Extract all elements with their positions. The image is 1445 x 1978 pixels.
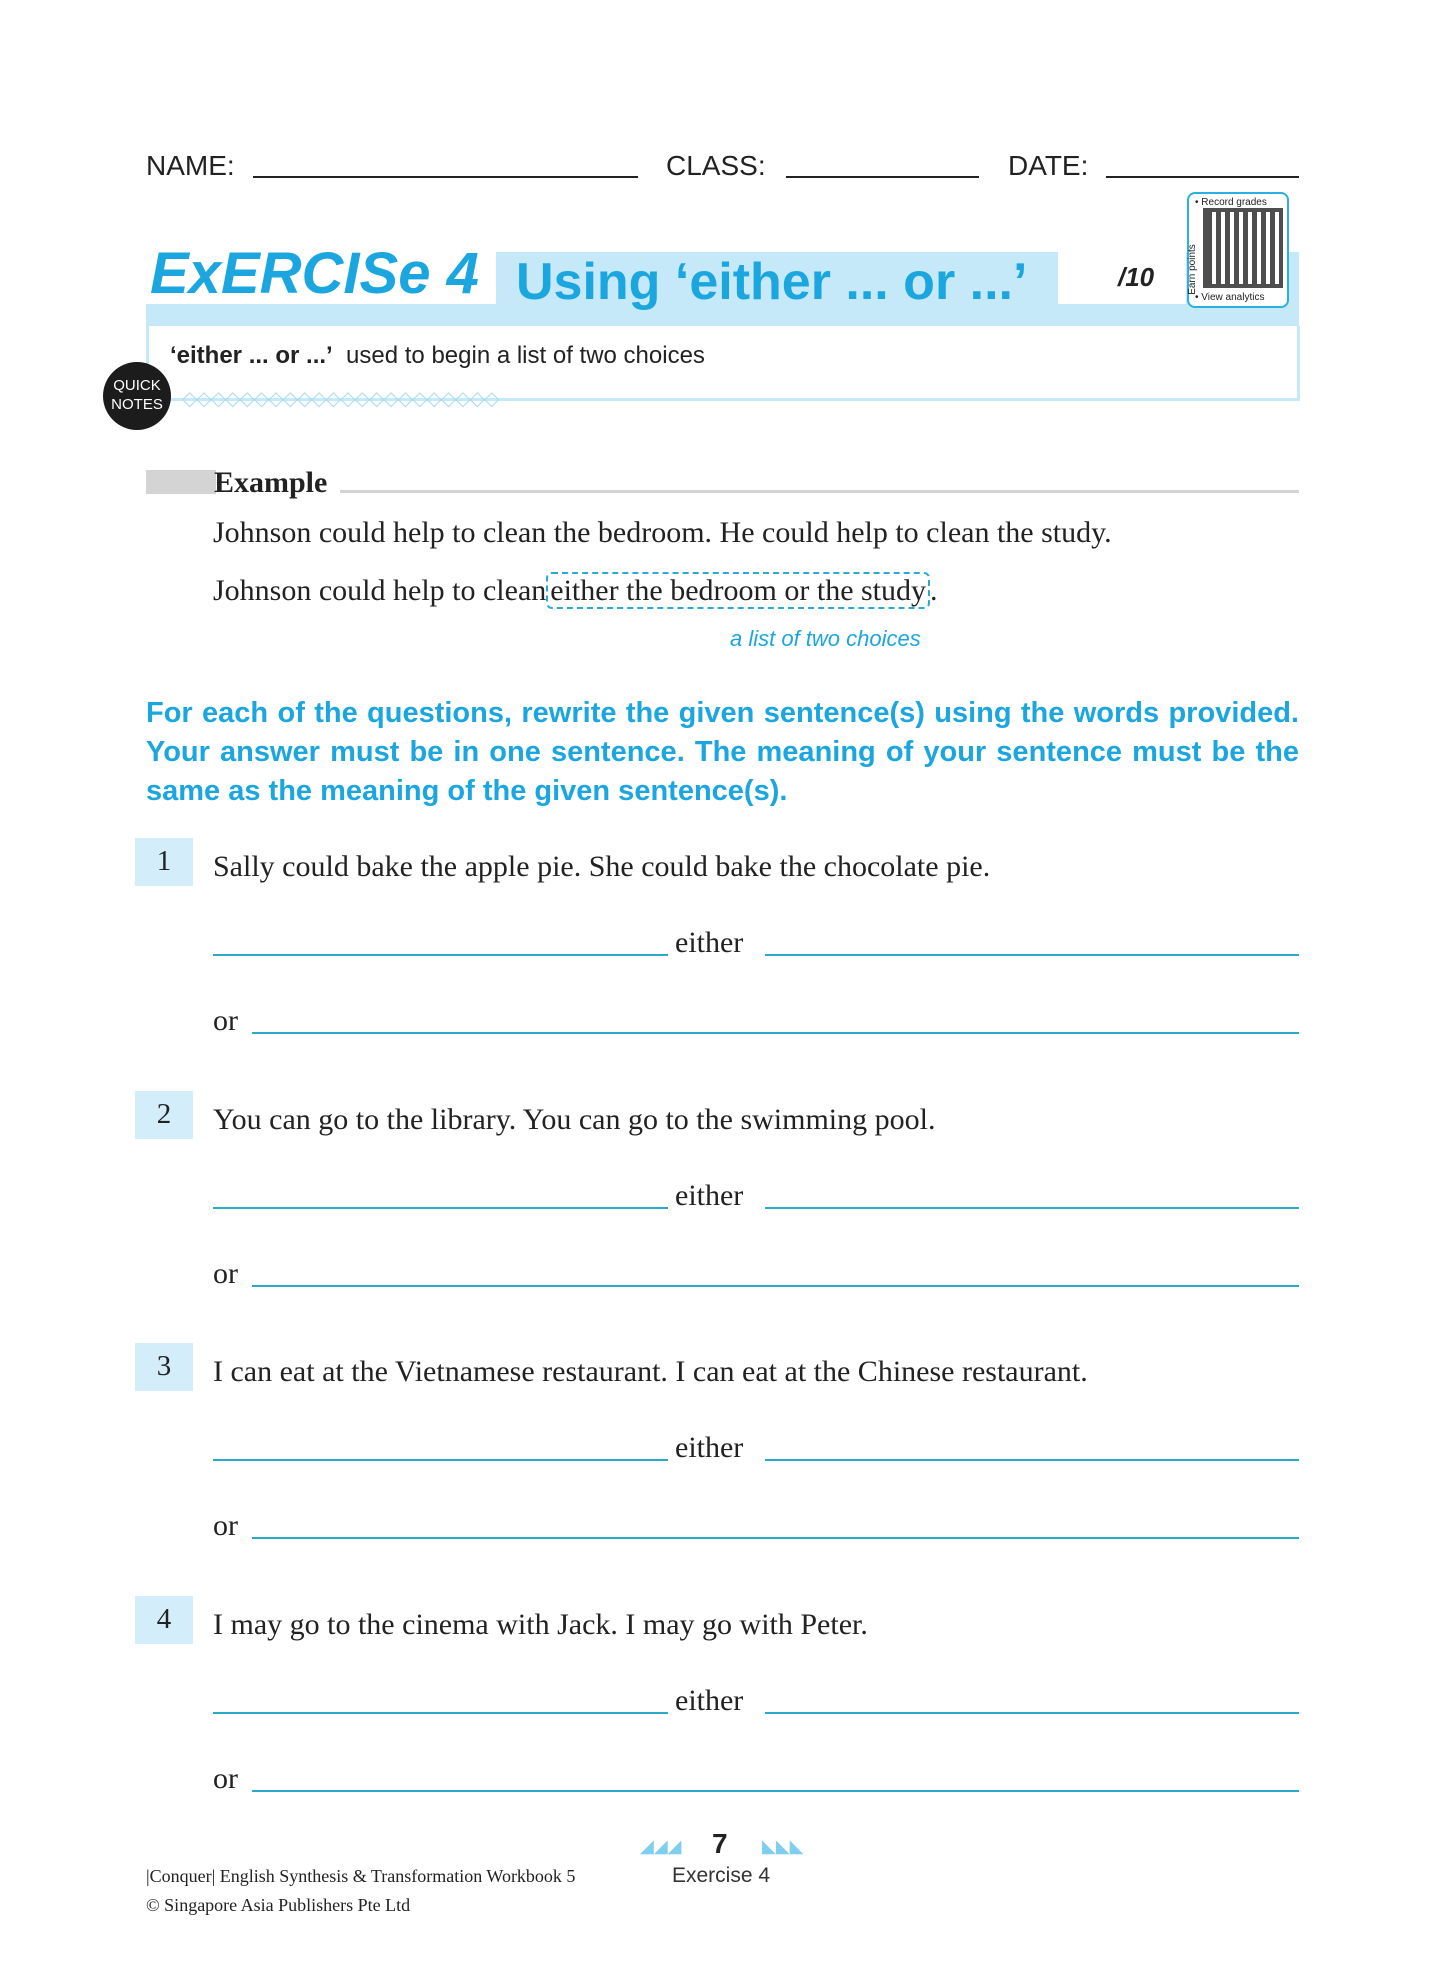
or-word: or bbox=[213, 1761, 238, 1795]
qr-side-text: Earn points bbox=[1186, 244, 1198, 295]
name-label: NAME: bbox=[146, 150, 235, 181]
example-bar bbox=[146, 470, 216, 494]
example-line-1: Johnson could help to clean the bedroom. He could help to clean the study. bbox=[213, 516, 1112, 549]
quick-notes-term: ‘either ... or ...’ bbox=[170, 342, 333, 369]
example-line-2 bbox=[213, 574, 938, 608]
qr-top-text: • Record grades bbox=[1195, 197, 1267, 208]
footer-copyright: © Singapore Asia Publishers Pte Ltd bbox=[146, 1895, 411, 1915]
example-label: Example bbox=[214, 466, 328, 499]
or-word: or bbox=[213, 1509, 238, 1542]
answer-line-before-either[interactable] bbox=[213, 1459, 668, 1461]
example-divider bbox=[340, 490, 1299, 493]
quick-notes-text bbox=[170, 342, 705, 370]
question-number: 2 bbox=[135, 1091, 193, 1139]
answer-line-after-or[interactable] bbox=[252, 1537, 1299, 1539]
answer-line-before-either[interactable] bbox=[213, 1712, 668, 1714]
exercise-number: ExERCISe 4 bbox=[150, 241, 479, 306]
answer-line-before-either[interactable] bbox=[213, 954, 668, 956]
example-prefix: Johnson could help to clean bbox=[213, 574, 547, 607]
either-word: either bbox=[675, 1431, 744, 1464]
footer-book-title: |Conquer| English Synthesis & Transformation Workbook 5 bbox=[146, 1866, 576, 1886]
question-number: 4 bbox=[135, 1596, 193, 1644]
question-text: I can eat at the Vietnamese restaurant. I can eat at the Chinese restaurant. bbox=[213, 1355, 1088, 1388]
example-highlight: either the bedroom or the study bbox=[546, 572, 930, 609]
or-word: or bbox=[213, 1256, 238, 1290]
question-text: Sally could bake the apple pie. She could bake the chocolate pie. bbox=[213, 850, 991, 883]
qr-bottom-text: • View analytics bbox=[1195, 292, 1265, 303]
page-number: 7 bbox=[712, 1828, 728, 1859]
diamond-border-decoration: ◇◇◇◇◇◇◇◇◇◇◇◇◇◇◇◇◇◇◇◇◇◇ bbox=[182, 388, 499, 410]
answer-line-after-or[interactable] bbox=[252, 1790, 1299, 1792]
instructions: For each of the questions, rewrite the given sentence(s) using the words provided. Your answer must be in one sentence. The meaning of your sentence must be the same as the meaning of the given sentence(s). bbox=[146, 697, 1299, 807]
question-text: You can go to the library. You can go to the swimming pool. bbox=[213, 1102, 936, 1136]
either-word: either bbox=[675, 1178, 744, 1212]
or-word: or bbox=[213, 1004, 238, 1037]
date-label: DATE: bbox=[1008, 150, 1089, 181]
name-field[interactable] bbox=[253, 176, 638, 178]
example-caption: a list of two choices bbox=[730, 626, 921, 651]
score-total: /10 bbox=[1118, 262, 1155, 292]
answer-line-after-either[interactable] bbox=[765, 1207, 1299, 1209]
question-number: 1 bbox=[135, 838, 193, 886]
qr-code-icon bbox=[1207, 212, 1279, 284]
example-suffix: . bbox=[930, 574, 938, 607]
class-field[interactable] bbox=[786, 176, 979, 178]
question-text: I may go to the cinema with Jack. I may go with Peter. bbox=[213, 1607, 868, 1641]
answer-line-after-or[interactable] bbox=[252, 1285, 1299, 1287]
answer-line-after-either[interactable] bbox=[765, 1712, 1299, 1714]
page-deco-left: ◢◢◢ bbox=[640, 1836, 682, 1856]
footer-section: Exercise 4 bbox=[672, 1864, 771, 1887]
answer-line-after-either[interactable] bbox=[765, 1459, 1299, 1461]
qr-code-panel[interactable] bbox=[1187, 192, 1289, 308]
date-field[interactable] bbox=[1106, 176, 1299, 178]
either-word: either bbox=[675, 926, 744, 959]
class-label: CLASS: bbox=[666, 150, 766, 181]
exercise-title: Using ‘either ... or ...’ bbox=[516, 253, 1028, 311]
quick-notes-badge: QUICK NOTES bbox=[103, 362, 171, 430]
answer-line-before-either[interactable] bbox=[213, 1207, 668, 1209]
page-deco-right: ◣◣◣ bbox=[762, 1836, 804, 1856]
quick-notes-description: used to begin a list of two choices bbox=[346, 342, 705, 369]
question-number: 3 bbox=[135, 1343, 193, 1391]
answer-line-after-or[interactable] bbox=[252, 1032, 1299, 1034]
either-word: either bbox=[675, 1683, 744, 1717]
answer-line-after-either[interactable] bbox=[765, 954, 1299, 956]
